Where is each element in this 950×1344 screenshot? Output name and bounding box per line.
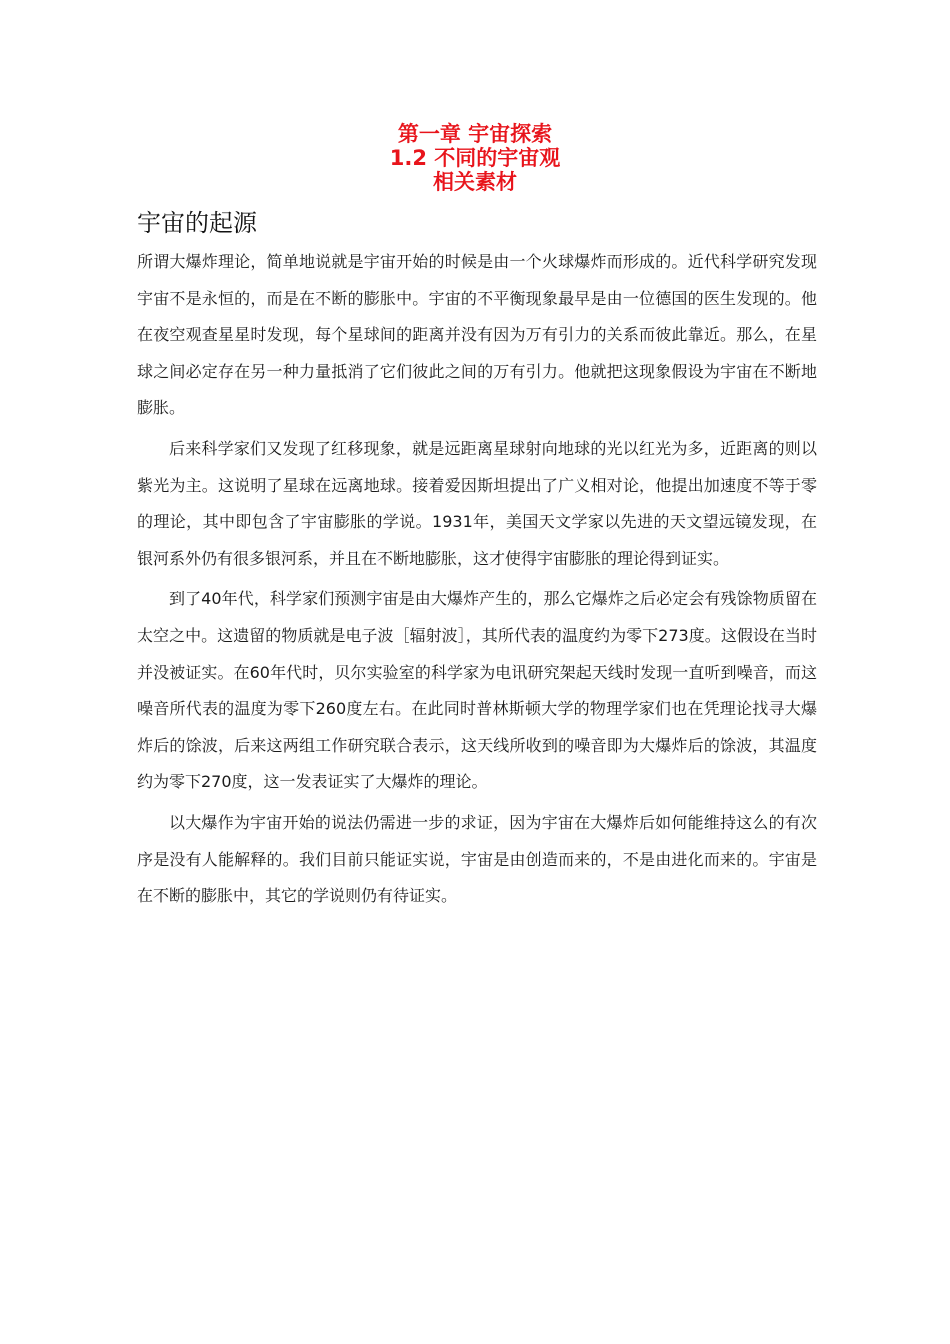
chapter-title-line: 第一章 宇宙探索 xyxy=(397,122,553,146)
material-title-line: 相关素材 xyxy=(433,170,517,194)
section-title-line: 1.2 不同的宇宙观 xyxy=(389,146,561,170)
chapter-title xyxy=(0,122,950,194)
body-text xyxy=(137,244,817,915)
paragraph: 到了40年代，科学家们预测宇宙是由大爆炸产生的，那么它爆炸之后必定会有残馀物质留在太空之中。这遗留的物质就是电子波［辐射波］，其所代表的温度约为零下273度。这假设在当时并没被证实。在60年代时，贝尔实验室的科学家为电讯研究架起天线时发现一直听到噪音，而这噪音所代表的温度为零下260度左右。在此同时普林斯顿大学的物理学家们也在凭理论找寻大爆炸后的馀波，后来这两组工作研究联合表示，这天线所收到的噪音即为大爆炸后的馀波，其温度约为零下270度，这一发表证实了大爆炸的理论。 xyxy=(137,589,817,792)
section-heading: 宇宙的起源 xyxy=(137,209,257,237)
paragraph: 后来科学家们又发现了红移现象，就是远距离星球射向地球的光以红光为多，近距离的则以紫光为主。这说明了星球在远离地球。接着爱因斯坦提出了广义相对论，他提出加速度不等于零的理论，其中即包含了宇宙膨胀的学说。1931年，美国天文学家以先进的天文望远镜发现，在银河系外仍有很多银河系，并且在不断地膨胀，这才使得宇宙膨胀的理论得到证实。 xyxy=(137,438,817,568)
paragraph: 所谓大爆炸理论，简单地说就是宇宙开始的时候是由一个火球爆炸而形成的。近代科学研究发现宇宙不是永恒的，而是在不断的膨胀中。宇宙的不平衡现象最早是由一位德国的医生发现的。他在夜空观查星星时发现，每个星球间的距离并没有因为万有引力的关系而彼此靠近。那么，在星球之间必定存在另一种力量抵消了它们彼此之间的万有引力。他就把这现象假设为宇宙在不断地膨胀。 xyxy=(137,252,817,418)
paragraph: 以大爆作为宇宙开始的说法仍需进一步的求证，因为宇宙在大爆炸后如何能维持这么的有次序是没有人能解释的。我们目前只能证实说，宇宙是由创造而来的，不是由进化而来的。宇宙是在不断的膨胀中，其它的学说则仍有待证实。 xyxy=(137,812,817,906)
